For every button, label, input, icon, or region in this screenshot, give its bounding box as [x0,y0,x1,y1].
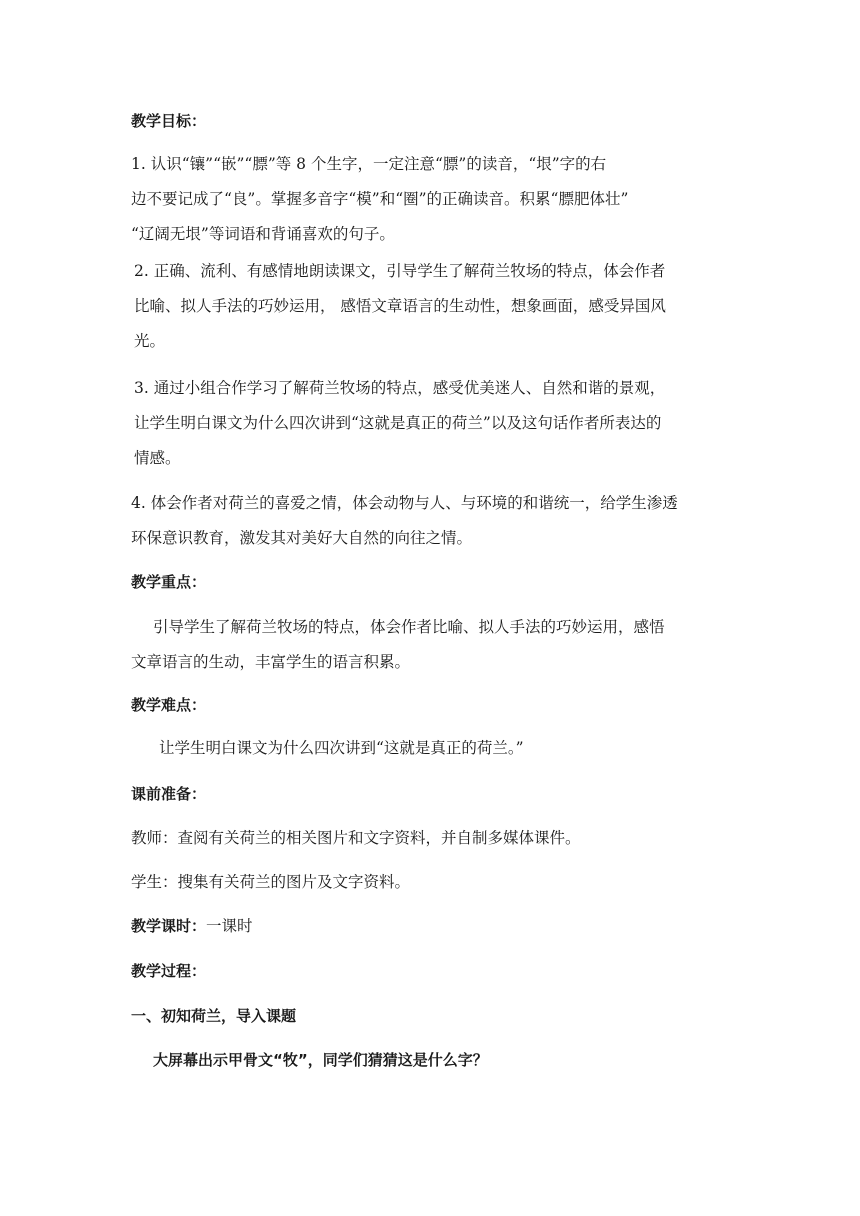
class-hours [131,909,731,944]
objective-2 [131,254,734,359]
objective-4-line: 环保意识教育，激发其对美好大自然的向往之情。 [131,529,473,547]
objective-2-line: 比喻、拟人手法的巧妙运用， 感悟文章语言的生动性，想象画面，感受异国风 [134,297,666,315]
class-hours-value: 一课时 [206,917,253,935]
difficulty-heading: 教学难点： [131,696,207,714]
difficulty-text: 让学生明白课文为什么四次讲到“这就是真正的荷兰。” [159,739,524,757]
preparation-heading: 课前准备： [131,785,207,803]
objective-1-line: “辽阔无垠”等词语和背诵喜欢的句子。 [131,225,395,243]
key-points-line: 引导学生了解荷兰牧场的特点，体会作者比喻、拟人手法的巧妙运用，感悟 [153,618,665,636]
objective-1-line: 1. 认识“镶”“嵌”“膘”等 8 个生字，一定注意“膘”的读音，“垠”字的右 [131,155,607,173]
objective-3-line: 3. 通过小组合作学习了解荷兰牧场的特点，感受优美迷人、自然和谐的景观， [134,379,666,397]
objective-3 [131,371,734,476]
objective-4-line: 4. 体会作者对荷兰的喜爱之情，体会动物与人、与环境的和谐统一，给学生渗透 [131,494,678,512]
objective-1 [131,147,731,252]
objective-4 [131,486,731,556]
objectives-heading: 教学目标： [131,112,207,130]
step-1-text: 大屏幕出示甲骨文“牧”，同学们猜猜这是什么字？ [153,1051,488,1069]
key-points-heading: 教学重点： [131,573,207,591]
objective-2-line: 2. 正确、流利、有感情地朗读课文，引导学生了解荷兰牧场的特点，体会作者 [134,262,666,280]
step-1-heading: 一、初知荷兰，导入课题 [131,1007,297,1025]
objective-2-line: 光。 [134,332,166,350]
key-points [131,610,731,680]
class-hours-label: 教学课时： [131,917,207,935]
process-heading: 教学过程： [131,962,207,980]
teacher-preparation: 教师：查阅有关荷兰的相关图片和文字资料，并自制多媒体课件。 [131,829,581,847]
objective-3-line: 情感。 [134,449,181,467]
student-preparation: 学生：搜集有关荷兰的图片及文字资料。 [131,873,411,891]
objective-3-line: 让学生明白课文为什么四次讲到“这就是真正的荷兰”以及这句话作者所表达的 [134,414,662,432]
objective-1-line: 边不要记成了“良”。掌握多音字“模”和“圈”的正确读音。积累“膘肥体壮” [131,190,629,208]
key-points-line: 文章语言的生动，丰富学生的语言积累。 [131,653,411,671]
